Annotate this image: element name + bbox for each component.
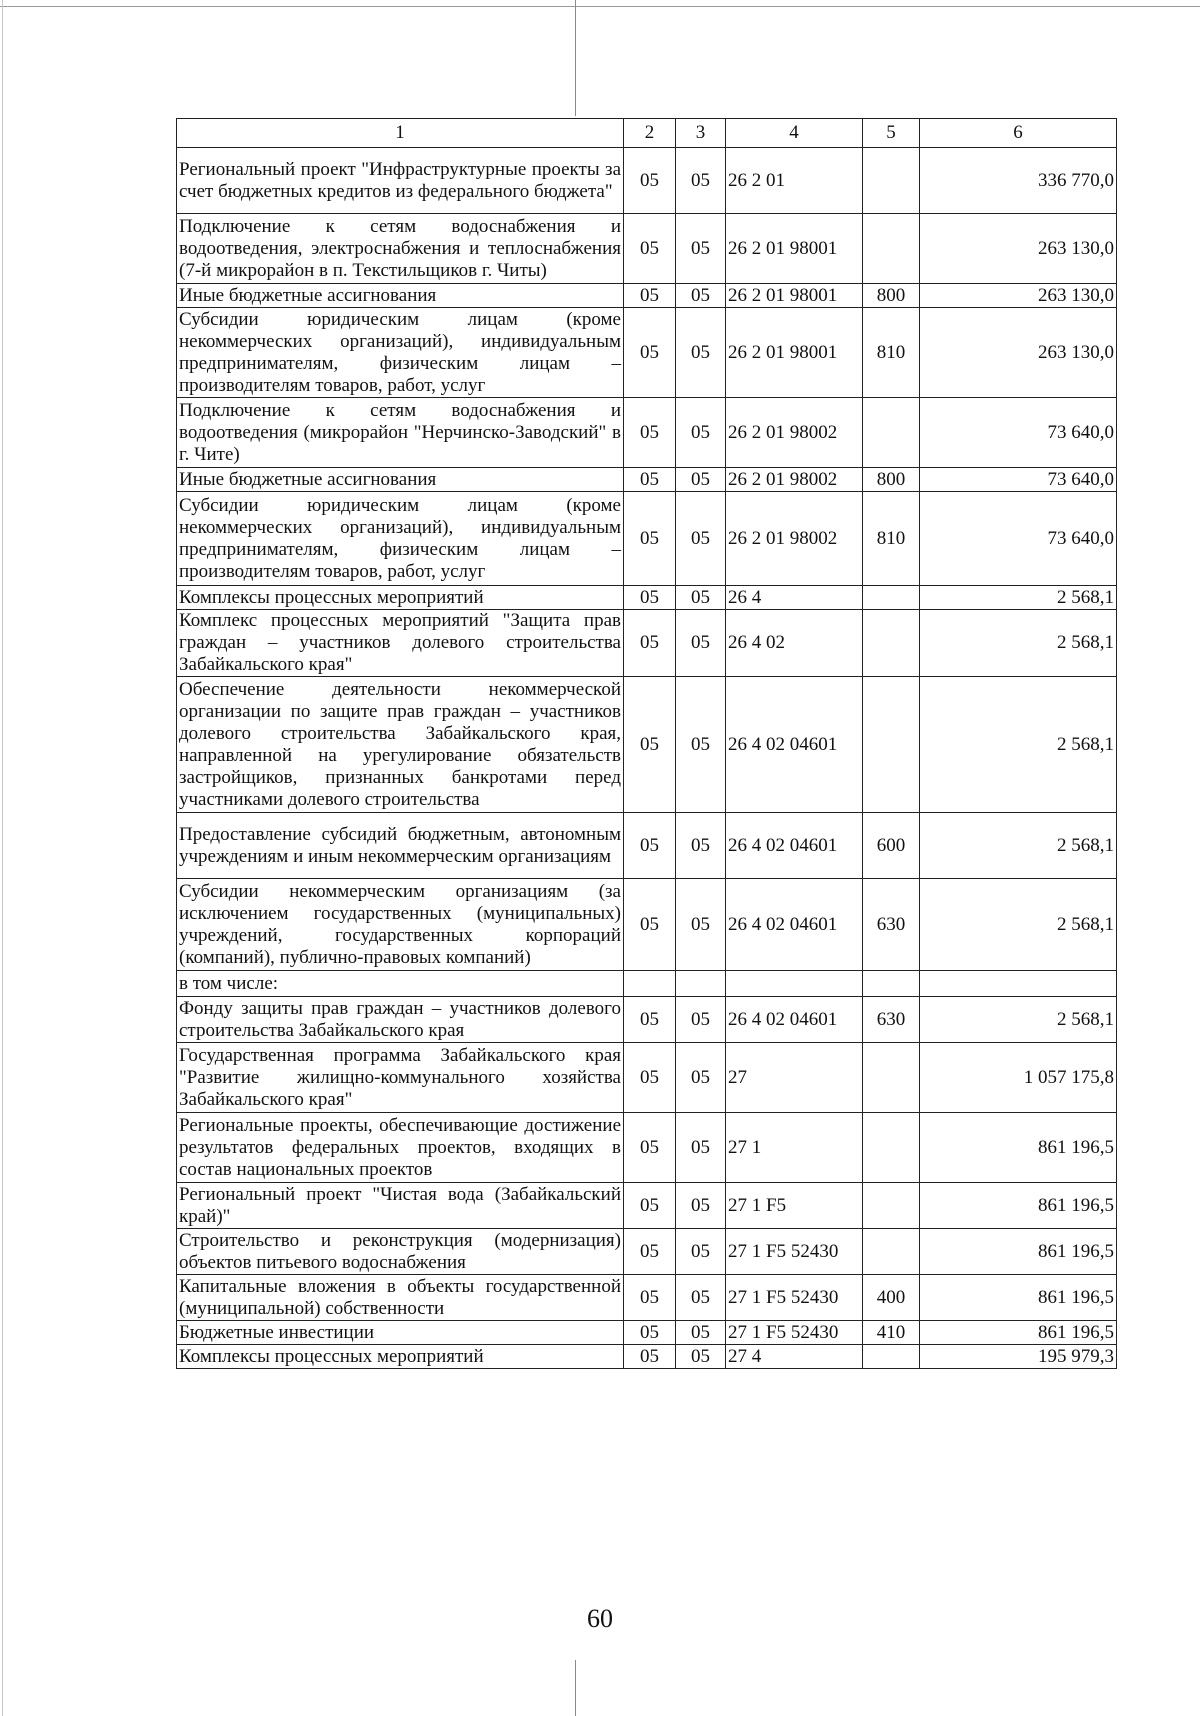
row-name-cell: Подключение к сетям водоснабжения и водоотведения (микрорайон "Нерчинско-Заводский" в г. Чите) xyxy=(177,398,624,468)
subsection-code-cell: 05 xyxy=(676,1345,726,1369)
expense-type-cell: 410 xyxy=(863,1321,920,1345)
subsection-code-cell: 05 xyxy=(676,308,726,398)
table-row xyxy=(177,1183,1117,1229)
row-name-cell: Комплексы процессных мероприятий xyxy=(177,1345,624,1369)
target-article-cell: 26 4 02 xyxy=(726,610,863,677)
row-name-cell: Капитальные вложения в объекты государственной (муниципальной) собственности xyxy=(177,1275,624,1321)
expense-type-cell: 630 xyxy=(863,879,920,971)
amount-cell: 861 196,5 xyxy=(920,1321,1117,1345)
table-row xyxy=(177,1345,1117,1369)
subsection-code-cell: 05 xyxy=(676,610,726,677)
subsection-code-cell: 05 xyxy=(676,1043,726,1113)
table-row xyxy=(177,1113,1117,1183)
table-row xyxy=(177,971,1117,997)
row-name-cell: Субсидии юридическим лицам (кроме некоммерческих организаций), индивидуальным предпринимателям, физическим лицам – производителям товаров, работ, услуг xyxy=(177,308,624,398)
section-code-cell: 05 xyxy=(624,1229,676,1275)
expense-type-cell xyxy=(863,1043,920,1113)
row-name-cell: Иные бюджетные ассигнования xyxy=(177,284,624,308)
subsection-code-cell: 05 xyxy=(676,492,726,586)
budget-table xyxy=(176,118,1117,1369)
amount-cell: 1 057 175,8 xyxy=(920,1043,1117,1113)
amount-cell xyxy=(920,971,1117,997)
table-row xyxy=(177,677,1117,813)
section-code-cell: 05 xyxy=(624,813,676,879)
subsection-code-cell: 05 xyxy=(676,1229,726,1275)
subsection-code-cell: 05 xyxy=(676,813,726,879)
scan-edge-line xyxy=(2,0,3,1716)
subsection-code-cell: 05 xyxy=(676,1183,726,1229)
table-row xyxy=(177,813,1117,879)
subsection-code-cell: 05 xyxy=(676,997,726,1043)
section-code-cell: 05 xyxy=(624,1321,676,1345)
target-article-cell: 27 1 F5 52430 xyxy=(726,1229,863,1275)
table-row xyxy=(177,284,1117,308)
amount-cell: 195 979,3 xyxy=(920,1345,1117,1369)
row-name-cell: Субсидии юридическим лицам (кроме некоммерческих организаций), индивидуальным предпринимателям, физическим лицам – производителям товаров, работ, услуг xyxy=(177,492,624,586)
table-row xyxy=(177,1321,1117,1345)
expense-type-cell xyxy=(863,214,920,284)
expense-type-cell xyxy=(863,1113,920,1183)
col-header: 5 xyxy=(863,119,920,148)
row-name-cell: Иные бюджетные ассигнования xyxy=(177,468,624,492)
amount-cell: 2 568,1 xyxy=(920,677,1117,813)
target-article-cell: 27 1 F5 52430 xyxy=(726,1275,863,1321)
expense-type-cell: 810 xyxy=(863,308,920,398)
col-header: 3 xyxy=(676,119,726,148)
row-name-cell: Государственная программа Забайкальского края "Развитие жилищно-коммунального хозяйства Забайкальского края" xyxy=(177,1043,624,1113)
target-article-cell: 26 2 01 98002 xyxy=(726,492,863,586)
scan-fold-mark xyxy=(575,0,576,116)
row-name-cell: Комплексы процессных мероприятий xyxy=(177,586,624,610)
expense-type-cell: 800 xyxy=(863,284,920,308)
col-header: 2 xyxy=(624,119,676,148)
page-number: 60 xyxy=(587,1604,613,1633)
expense-type-cell xyxy=(863,148,920,214)
subsection-code-cell: 05 xyxy=(676,1321,726,1345)
subsection-code-cell: 05 xyxy=(676,284,726,308)
expense-type-cell xyxy=(863,586,920,610)
table-row xyxy=(177,586,1117,610)
target-article-cell: 27 xyxy=(726,1043,863,1113)
subsection-code-cell: 05 xyxy=(676,586,726,610)
col-header: 6 xyxy=(920,119,1117,148)
amount-cell: 2 568,1 xyxy=(920,586,1117,610)
target-article-cell: 26 2 01 xyxy=(726,148,863,214)
amount-cell: 263 130,0 xyxy=(920,284,1117,308)
section-code-cell xyxy=(624,971,676,997)
amount-cell: 263 130,0 xyxy=(920,308,1117,398)
target-article-cell: 27 4 xyxy=(726,1345,863,1369)
scan-edge-line xyxy=(0,6,1200,7)
target-article-cell: 26 4 02 04601 xyxy=(726,813,863,879)
section-code-cell: 05 xyxy=(624,1113,676,1183)
subsection-code-cell: 05 xyxy=(676,398,726,468)
amount-cell: 73 640,0 xyxy=(920,492,1117,586)
row-name-cell: Подключение к сетям водоснабжения и водоотведения, электроснабжения и теплоснабжения (7-й микрорайон в п. Текстильщиков г. Читы) xyxy=(177,214,624,284)
target-article-cell: 26 2 01 98002 xyxy=(726,398,863,468)
subsection-code-cell: 05 xyxy=(676,1275,726,1321)
amount-cell: 73 640,0 xyxy=(920,398,1117,468)
table-row xyxy=(177,1043,1117,1113)
target-article-cell: 26 4 02 04601 xyxy=(726,879,863,971)
section-code-cell: 05 xyxy=(624,677,676,813)
expense-type-cell: 810 xyxy=(863,492,920,586)
section-code-cell: 05 xyxy=(624,284,676,308)
col-header: 4 xyxy=(726,119,863,148)
amount-cell: 861 196,5 xyxy=(920,1183,1117,1229)
section-code-cell: 05 xyxy=(624,1183,676,1229)
row-name-cell: Региональные проекты, обеспечивающие достижение результатов федеральных проектов, входящих в состав национальных проектов xyxy=(177,1113,624,1183)
subsection-code-cell xyxy=(676,971,726,997)
amount-cell: 861 196,5 xyxy=(920,1229,1117,1275)
expense-type-cell xyxy=(863,1229,920,1275)
amount-cell: 2 568,1 xyxy=(920,879,1117,971)
table-row xyxy=(177,997,1117,1043)
amount-cell: 861 196,5 xyxy=(920,1275,1117,1321)
target-article-cell: 27 1 F5 xyxy=(726,1183,863,1229)
row-name-cell: Региональный проект "Чистая вода (Забайкальский край)" xyxy=(177,1183,624,1229)
expense-type-cell: 600 xyxy=(863,813,920,879)
row-name-cell: Региональный проект "Инфраструктурные проекты за счет бюджетных кредитов из федерального бюджета" xyxy=(177,148,624,214)
subsection-code-cell: 05 xyxy=(676,214,726,284)
table-row xyxy=(177,492,1117,586)
table-row xyxy=(177,214,1117,284)
expense-type-cell xyxy=(863,1345,920,1369)
subsection-code-cell: 05 xyxy=(676,468,726,492)
section-code-cell: 05 xyxy=(624,468,676,492)
row-name-cell: Фонду защиты прав граждан – участников долевого строительства Забайкальского края xyxy=(177,997,624,1043)
subsection-code-cell: 05 xyxy=(676,148,726,214)
subsection-code-cell: 05 xyxy=(676,1113,726,1183)
amount-cell: 2 568,1 xyxy=(920,610,1117,677)
row-name-cell: Предоставление субсидий бюджетным, автономным учреждениям и иным некоммерческим организациям xyxy=(177,813,624,879)
target-article-cell: 26 2 01 98002 xyxy=(726,468,863,492)
amount-cell: 861 196,5 xyxy=(920,1113,1117,1183)
expense-type-cell xyxy=(863,398,920,468)
row-name-cell: Субсидии некоммерческим организациям (за исключением государственных (муниципальных) учреждений, государственных корпораций (компаний), публично-правовых компаний) xyxy=(177,879,624,971)
expense-type-cell: 800 xyxy=(863,468,920,492)
target-article-cell: 26 4 02 04601 xyxy=(726,677,863,813)
row-name-cell: Обеспечение деятельности некоммерческой организации по защите прав граждан – участников долевого строительства Забайкальского края, направленной на урегулирование обязательств застройщиков, признанных банкротами перед участниками долевого строительства xyxy=(177,677,624,813)
row-name-cell: в том числе: xyxy=(177,971,624,997)
section-code-cell: 05 xyxy=(624,586,676,610)
expense-type-cell xyxy=(863,971,920,997)
amount-cell: 263 130,0 xyxy=(920,214,1117,284)
section-code-cell: 05 xyxy=(624,610,676,677)
target-article-cell: 26 4 xyxy=(726,586,863,610)
target-article-cell: 27 1 xyxy=(726,1113,863,1183)
section-code-cell: 05 xyxy=(624,148,676,214)
table-header-row xyxy=(177,119,1117,148)
amount-cell: 2 568,1 xyxy=(920,997,1117,1043)
table-row xyxy=(177,610,1117,677)
target-article-cell: 26 4 02 04601 xyxy=(726,997,863,1043)
section-code-cell: 05 xyxy=(624,1043,676,1113)
amount-cell: 2 568,1 xyxy=(920,813,1117,879)
section-code-cell: 05 xyxy=(624,1275,676,1321)
amount-cell: 73 640,0 xyxy=(920,468,1117,492)
table-row xyxy=(177,148,1117,214)
expense-type-cell xyxy=(863,610,920,677)
expense-type-cell: 630 xyxy=(863,997,920,1043)
section-code-cell: 05 xyxy=(624,492,676,586)
row-name-cell: Строительство и реконструкция (модернизация) объектов питьевого водоснабжения xyxy=(177,1229,624,1275)
target-article-cell xyxy=(726,971,863,997)
section-code-cell: 05 xyxy=(624,308,676,398)
table-row xyxy=(177,1275,1117,1321)
target-article-cell: 26 2 01 98001 xyxy=(726,284,863,308)
table-row xyxy=(177,1229,1117,1275)
target-article-cell: 27 1 F5 52430 xyxy=(726,1321,863,1345)
table-row xyxy=(177,879,1117,971)
scan-fold-mark xyxy=(575,1660,576,1716)
section-code-cell: 05 xyxy=(624,214,676,284)
section-code-cell: 05 xyxy=(624,879,676,971)
expense-type-cell xyxy=(863,1183,920,1229)
amount-cell: 336 770,0 xyxy=(920,148,1117,214)
col-header: 1 xyxy=(177,119,624,148)
row-name-cell: Бюджетные инвестиции xyxy=(177,1321,624,1345)
expense-type-cell: 400 xyxy=(863,1275,920,1321)
section-code-cell: 05 xyxy=(624,997,676,1043)
table-row xyxy=(177,468,1117,492)
table-row xyxy=(177,398,1117,468)
table-row xyxy=(177,308,1117,398)
target-article-cell: 26 2 01 98001 xyxy=(726,308,863,398)
subsection-code-cell: 05 xyxy=(676,879,726,971)
subsection-code-cell: 05 xyxy=(676,677,726,813)
target-article-cell: 26 2 01 98001 xyxy=(726,214,863,284)
section-code-cell: 05 xyxy=(624,398,676,468)
section-code-cell: 05 xyxy=(624,1345,676,1369)
row-name-cell: Комплекс процессных мероприятий "Защита прав граждан – участников долевого строительства Забайкальского края" xyxy=(177,610,624,677)
expense-type-cell xyxy=(863,677,920,813)
